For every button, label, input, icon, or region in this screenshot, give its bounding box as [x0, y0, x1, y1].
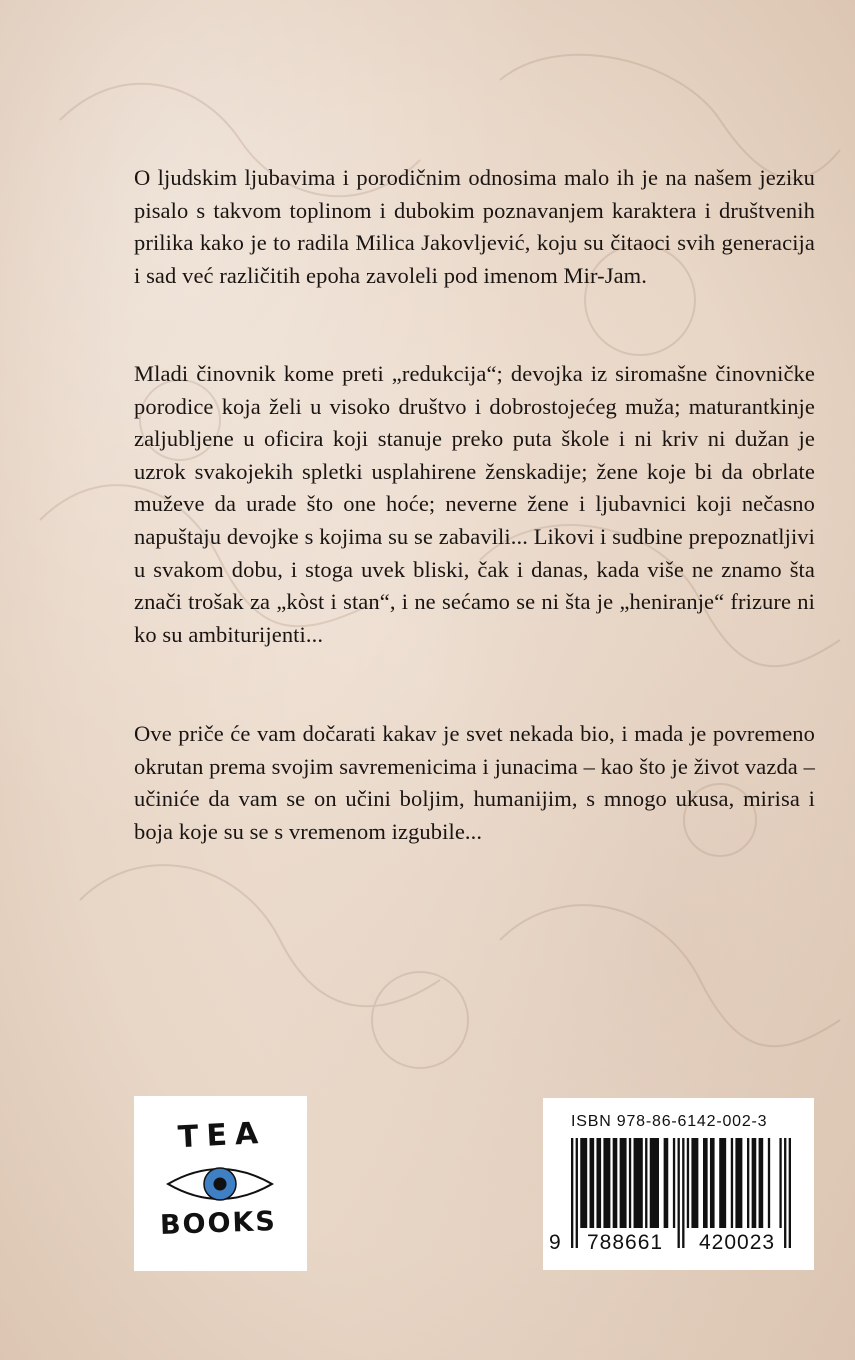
barcode-bar — [678, 1138, 680, 1248]
logo-word-books: BOOKS — [159, 1205, 278, 1242]
barcode-digits-left: 788661 — [587, 1231, 664, 1254]
description-paragraph-1 — [134, 162, 815, 292]
paragraph-text: Mladi činovnik kome preti „redukcija“; devojka iz siromašne činovničke porodice koja želi u visoko društvo i dobrostojećeg muža; maturantkinje zaljubljene u oficira koji stanuje preko puta škole i ni kriv ni dužan je uzrok svakojekih spletki usplahirene ženskadije; žene koje bi da obrlate muževe da urade što one hoće; neverne žene i ljubavnici koji nečasno napuštaju devojke s kojima su se zabavili... Likovi i sudbine prepoznatljivi u svakom dobu, i stoga uvek bliski, čak i danas, kada više ne znamo šta znači trošak za „kòst i stan“, i ne sećamo se ni šta je „heniranje“ frizure ni ko su ambiturijenti... — [134, 361, 815, 647]
barcode-bar — [620, 1138, 627, 1228]
barcode-bar — [634, 1138, 643, 1228]
barcode-bar — [703, 1138, 708, 1228]
publisher-logo — [134, 1096, 307, 1271]
barcode-digit-first: 9 — [549, 1231, 562, 1254]
barcode-bar — [691, 1138, 698, 1228]
barcode-bar — [590, 1138, 595, 1228]
barcode-bar — [747, 1138, 749, 1228]
barcode-bar — [682, 1138, 684, 1248]
logo-word-tea: TEA — [177, 1115, 268, 1156]
barcode-bar — [603, 1138, 610, 1228]
barcode-bar — [596, 1138, 601, 1228]
barcode-bar — [759, 1138, 764, 1228]
barcode-bar — [735, 1138, 742, 1228]
description-paragraph-2 — [134, 358, 815, 651]
description-paragraph-3 — [134, 718, 815, 848]
barcode-bar — [768, 1138, 770, 1228]
eye-icon — [164, 1160, 276, 1208]
barcode-bar — [784, 1138, 786, 1248]
barcode-bar — [613, 1138, 618, 1228]
barcode-bar — [719, 1138, 726, 1228]
isbn-barcode — [543, 1098, 814, 1270]
paragraph-text: Ove priče će vam dočarati kakav je svet nekada bio, i mada je povremeno okrutan prema svojim savremenicima i junacima – kao što je život vazda – učiniće da vam se on učini boljim, humanijim, s mnogo ukusa, mirisa i boja koje su se s vremenom izgubile... — [134, 721, 815, 844]
isbn-label: ISBN 978-86-6142-002-3 — [571, 1113, 768, 1130]
barcode-bar — [571, 1138, 573, 1248]
barcode-digits-right: 420023 — [699, 1231, 776, 1254]
barcode-bar — [710, 1138, 715, 1228]
barcode-bar — [731, 1138, 733, 1228]
barcode-bar — [752, 1138, 757, 1228]
barcode-bar — [687, 1138, 689, 1228]
barcode-bar — [580, 1138, 587, 1228]
paragraph-text: O ljudskim ljubavima i porodičnim odnosima malo ih je na našem jeziku pisalo s takvom toplinom i dubokim poznavanjem karaktera i društvenih prilika kako je to radila Milica Jakovljević, koju su čitaoci svih generacija i sad već različitih epoha zavoleli pod imenom Mir-Jam. — [134, 165, 815, 288]
barcode-bar — [650, 1138, 659, 1228]
barcode-bar — [673, 1138, 675, 1228]
barcode-bar — [576, 1138, 578, 1248]
barcode-bar — [789, 1138, 791, 1248]
barcode-bar — [645, 1138, 647, 1228]
barcode-bar — [779, 1138, 781, 1228]
barcode-bar — [664, 1138, 669, 1228]
barcode-bar — [629, 1138, 631, 1228]
